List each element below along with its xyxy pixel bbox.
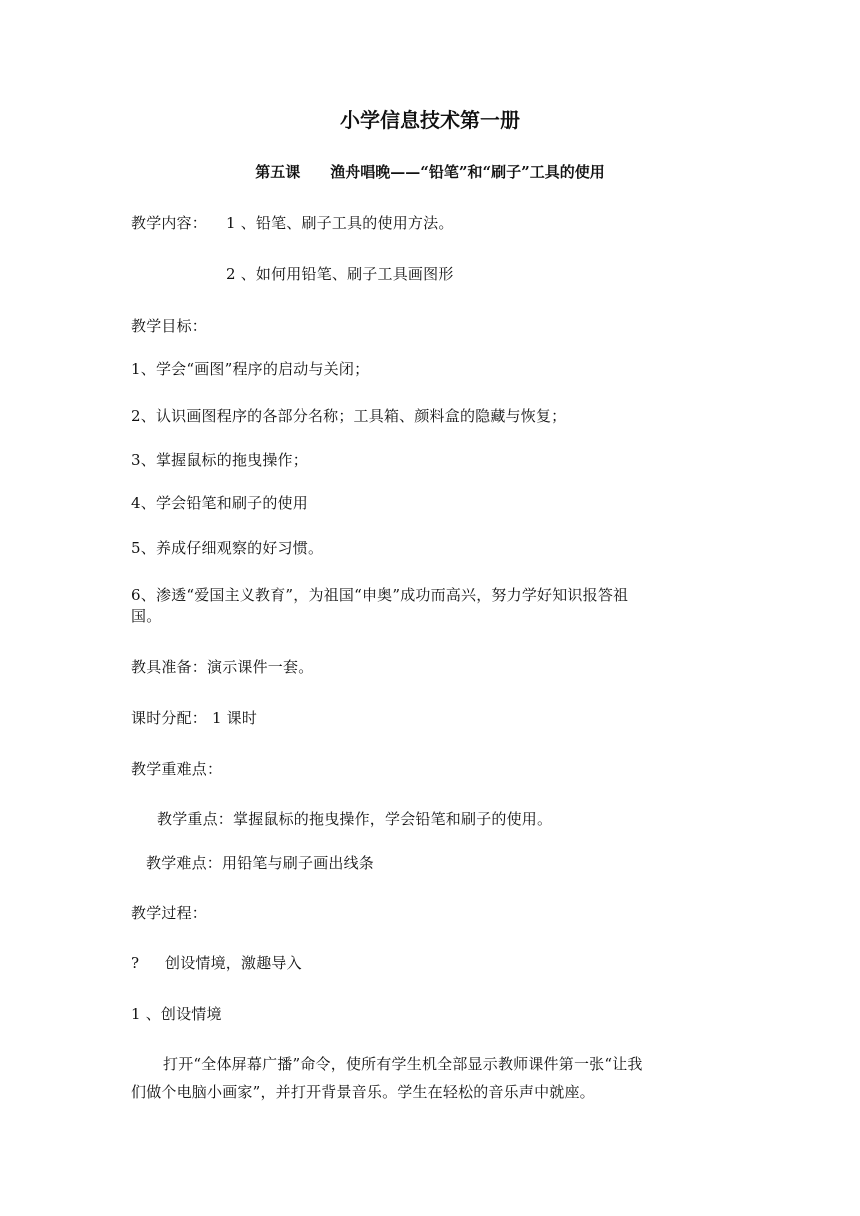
content-label: 教学内容： <box>131 214 208 232</box>
lesson-topic: 渔舟唱晚——“铅笔”和“刷子”工具的使用 <box>330 163 605 181</box>
content-item-2: 2 、如何用铅笔、刷子工具画图形 <box>226 265 454 283</box>
goal-item-4: 4、学会铅笔和刷子的使用 <box>131 494 308 512</box>
goal-item-1: 1、学会“画图”程序的启动与关闭； <box>131 360 370 378</box>
key-label: 教学重难点： <box>131 760 223 778</box>
difficult-point: 教学难点：用铅笔与刷子画出线条 <box>146 854 375 872</box>
step-marker: ? <box>131 954 140 972</box>
goal-item-2: 2、认识画图程序的各部分名称；工具箱、颜料盒的隐藏与恢复； <box>131 407 567 425</box>
goal-item-6-line-1: 6、渗透“爱国主义教育”，为祖国“申奥”成功而高兴，努力学好知识报答祖 <box>131 586 629 604</box>
key-point: 教学重点：掌握鼠标的拖曳操作，学会铅笔和刷子的使用。 <box>157 810 553 828</box>
prep-line: 教具准备：演示课件一套。 <box>131 658 314 676</box>
content-item-1: 1 、铅笔、刷子工具的使用方法。 <box>226 214 454 232</box>
document-title: 小学信息技术第一册 <box>340 108 520 132</box>
sub-step: 1 、创设情境 <box>131 1005 222 1023</box>
paragraph-line-1: 打开“全体屏幕广播”命令，使所有学生机全部显示教师课件第一张“让我 <box>163 1055 643 1073</box>
goal-item-5: 5、养成仔细观察的好习惯。 <box>131 539 324 557</box>
step-title: 创设情境，激趣导入 <box>165 954 302 972</box>
paragraph-line-2: 们做个电脑小画家”，并打开背景音乐。学生在轻松的音乐声中就座。 <box>131 1083 595 1101</box>
goal-item-3: 3、掌握鼠标的拖曳操作； <box>131 451 308 469</box>
goals-label: 教学目标： <box>131 317 208 335</box>
goal-item-6-line-2: 国。 <box>131 607 162 625</box>
process-label: 教学过程： <box>131 904 208 922</box>
lesson-subtitle <box>0 161 860 183</box>
lesson-number: 第五课 <box>255 163 301 181</box>
hours-line: 课时分配： 1 课时 <box>131 709 258 727</box>
